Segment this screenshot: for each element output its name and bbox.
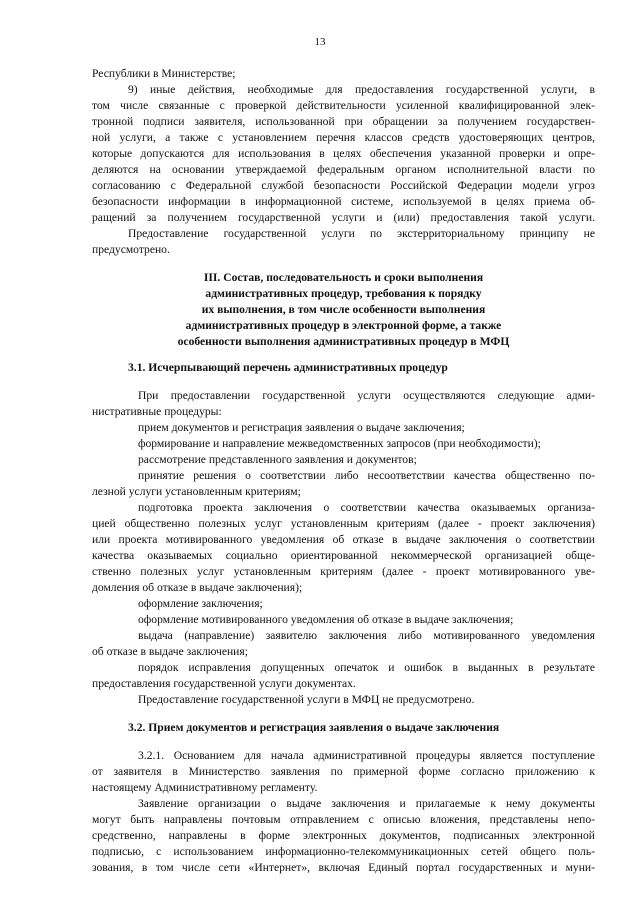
section-title-line: административных процедур, требования к порядку — [205, 287, 482, 300]
section-title-line: административных процедур в электронной форме, а также — [185, 319, 502, 332]
text-line: Республики в Министерстве; — [92, 67, 236, 80]
text-line: 9) иные действия, необходимые для предоставления государственной услуги, в — [128, 83, 595, 96]
text-line: настоящему Административному регламенту. — [92, 781, 318, 794]
text-line: При предоставлении государственной услуги осуществляются следующие адми- — [138, 389, 595, 402]
section-title-line: особенности выполнения административных процедур в МФЦ — [177, 335, 510, 348]
text-line: Предоставление государственной услуги по экстерриториальному принципу не — [128, 227, 595, 240]
text-line: лезной услуги установленным критериям; — [92, 485, 301, 498]
text-line: об отказе в выдаче заключения; — [92, 645, 248, 658]
list-item: прием документов и регистрация заявления о выдаче заключения; — [138, 421, 465, 434]
list-item: принятие решения о соответствии либо несоответствии качества общественно по- — [138, 469, 595, 482]
text-line: безопасности информации в информационной системе, используемой в целях приема об- — [92, 195, 595, 208]
text-line: предоставления государственной услуги документах. — [92, 677, 356, 690]
text-line: могут быть направлены почтовым отправлением с описью вложения, представлены непо- — [92, 813, 595, 826]
text-line: предусмотрено. — [92, 243, 170, 256]
page-number: 13 — [314, 36, 326, 48]
text-line: домления об отказе в выдаче заключения); — [92, 581, 303, 594]
list-item: рассмотрение представленного заявления и документов; — [138, 453, 417, 466]
text-line: от заявителя в Министерство заявления по примерной форме согласно приложению к — [92, 765, 595, 778]
list-item: порядок исправления допущенных опечаток и ошибок в выданных в результате — [138, 661, 595, 674]
text-line: качества оказываемых социально ориентированной некоммерческой организацией обще- — [92, 549, 595, 562]
text-line: подписью, с использованием информационно-телекоммуникационных сетей общего поль- — [92, 845, 595, 858]
text-line: нистративные процедуры: — [92, 405, 222, 418]
list-item: оформление заключения; — [138, 597, 263, 610]
text-line: том числе связанные с проверкой действительности усиленной квалифицированной элек- — [92, 99, 595, 112]
text-line: деляются на основании утверждаемой федеральным органом исполнительной власти по — [92, 163, 595, 176]
text-line: цией общественно полезных услуг установленным критериям (далее - проект заключения) — [92, 517, 595, 530]
subsection-heading-3-2: 3.2. Прием документов и регистрация заявления о выдаче заключения — [128, 721, 500, 734]
list-item: формирование и направление межведомственных запросов (при необходимости); — [138, 437, 541, 450]
text-line: ственно полезных услуг установленным критериям (далее - проект мотивированного уве- — [92, 565, 595, 578]
text-line: Заявление организации о выдаче заключения и прилагаемые к нему документы — [138, 797, 595, 810]
list-item: оформление мотивированного уведомления об отказе в выдаче заключения; — [138, 613, 514, 626]
text-line: тронной подписи заявителя, использованной при обращении за получением государствен- — [92, 115, 595, 128]
section-title-line: III. Состав, последовательность и сроки выполнения — [203, 271, 484, 284]
text-line: ной услуги, а также с установлением перечня классов средств удостоверяющих центров, — [92, 131, 595, 144]
section-title-line: их выполнения, в том числе особенности выполнения — [201, 303, 486, 316]
text-line: или проекта мотивированного уведомления об отказе в выдаче заключения о соответствии — [92, 533, 595, 546]
text-line: которые допускаются для использования в целях обеспечения указанной проверки и опре- — [92, 147, 595, 160]
text-line: Предоставление государственной услуги в МФЦ не предусмотрено. — [138, 693, 475, 706]
list-item: выдача (направление) заявителю заключения либо мотивированного уведомления — [138, 629, 595, 642]
list-item: подготовка проекта заключения о соответствии качества оказываемых организа- — [138, 501, 595, 514]
text-line: согласованию с Федеральной службой безопасности Российской Федерации модели угроз — [92, 179, 595, 192]
subsection-heading-3-1: 3.1. Исчерпывающий перечень административных процедур — [128, 361, 448, 374]
text-line: зования, в том числе сети «Интернет», включая Единый портал государственных и муни- — [92, 861, 595, 874]
text-line: ращений за получением государственной услуги и (или) предоставления такой услуги. — [92, 211, 595, 224]
text-line: средственно, направлены в форме электронных документов, подписанных электронной — [92, 829, 595, 842]
text-line: 3.2.1. Основанием для начала административной процедуры является поступление — [138, 749, 595, 762]
